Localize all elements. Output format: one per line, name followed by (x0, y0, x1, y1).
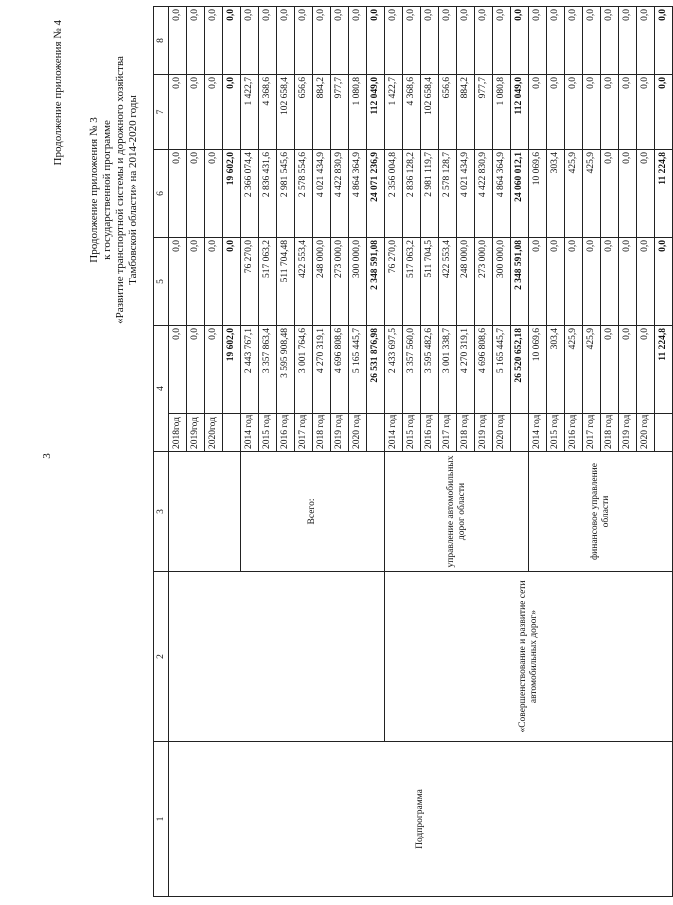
value-cell: 0,0 (187, 150, 205, 238)
value-cell: 2 578 554,6 (295, 150, 313, 238)
value-cell: 0,0 (421, 7, 439, 75)
value-cell: 11 224,8 (655, 326, 673, 414)
year-cell: 2018 год (313, 414, 331, 452)
value-cell: 0,0 (637, 150, 655, 238)
value-cell: 2 981 119,7 (421, 150, 439, 238)
executor-cell: финансовое управление области (529, 452, 673, 572)
value-cell: 19 602,0 (223, 326, 241, 414)
value-cell: 0,0 (187, 75, 205, 150)
year-cell (223, 414, 241, 452)
value-cell: 0,0 (187, 326, 205, 414)
value-cell: 0,0 (511, 7, 529, 75)
value-cell: 3 357 560,0 (403, 326, 421, 414)
value-cell: 0,0 (169, 238, 187, 326)
value-cell: 4 864 364,9 (493, 150, 511, 238)
value-cell: 0,0 (619, 7, 637, 75)
value-cell: 112 049,0 (511, 75, 529, 150)
value-cell: 26 520 652,18 (511, 326, 529, 414)
year-cell: 2015 год (259, 414, 277, 452)
column-header: 3 (154, 452, 169, 572)
value-cell: 1 422,7 (385, 75, 403, 150)
value-cell: 4 270 319,1 (457, 326, 475, 414)
year-cell: 2020 год (349, 414, 367, 452)
value-cell: 76 270,0 (385, 238, 403, 326)
value-cell: 0,0 (493, 7, 511, 75)
value-cell: 0,0 (637, 326, 655, 414)
year-cell: 2016 год (277, 414, 295, 452)
value-cell: 656,6 (295, 75, 313, 150)
value-cell: 112 049,0 (367, 75, 385, 150)
value-cell: 0,0 (565, 75, 583, 150)
value-cell: 0,0 (547, 75, 565, 150)
value-cell: 5 165 445,7 (493, 326, 511, 414)
year-cell: 2016 год (565, 414, 583, 452)
value-cell: 4 422 830,9 (331, 150, 349, 238)
value-cell: 2 578 128,7 (439, 150, 457, 238)
value-cell: 0,0 (169, 150, 187, 238)
value-cell: 425,9 (583, 326, 601, 414)
value-cell: 1 422,7 (241, 75, 259, 150)
value-cell: 0,0 (205, 150, 223, 238)
value-cell: 0,0 (349, 7, 367, 75)
value-cell: 3 001 338,7 (439, 326, 457, 414)
value-cell: 102 658,4 (421, 75, 439, 150)
value-cell: 3 357 863,4 (259, 326, 277, 414)
value-cell: 2 366 074,4 (241, 150, 259, 238)
value-cell: 0,0 (187, 7, 205, 75)
header-line-1: Продолжение приложения № 3 (88, 117, 100, 263)
value-cell: 4 696 808,6 (475, 326, 493, 414)
value-cell: 0,0 (547, 238, 565, 326)
value-cell: 0,0 (547, 7, 565, 75)
funding-table (153, 6, 673, 897)
value-cell: 425,9 (583, 150, 601, 238)
value-cell: 26 531 876,98 (367, 326, 385, 414)
value-cell: 0,0 (619, 75, 637, 150)
value-cell: 0,0 (295, 7, 313, 75)
value-cell: 0,0 (439, 7, 457, 75)
column-number-row (154, 7, 169, 897)
year-cell: 2015 год (547, 414, 565, 452)
annex-title: Продолжение приложения № 4 (52, 20, 64, 166)
value-cell: 425,9 (565, 150, 583, 238)
value-cell: 2 443 767,1 (241, 326, 259, 414)
value-cell: 0,0 (313, 7, 331, 75)
value-cell: 517 063,2 (259, 238, 277, 326)
value-cell: 4 270 319,1 (313, 326, 331, 414)
value-cell: 10 069,6 (529, 150, 547, 238)
value-cell: 0,0 (223, 7, 241, 75)
value-cell: 0,0 (205, 75, 223, 150)
header-line-4: Тамбовской области» на 2014-2020 годы (127, 95, 139, 285)
value-cell: 4 021 434,9 (457, 150, 475, 238)
value-cell: 0,0 (223, 238, 241, 326)
value-cell: 0,0 (277, 7, 295, 75)
value-cell: 0,0 (601, 75, 619, 150)
value-cell: 0,0 (205, 326, 223, 414)
value-cell: 0,0 (367, 7, 385, 75)
value-cell: 0,0 (529, 75, 547, 150)
year-cell: 2018 год (457, 414, 475, 452)
value-cell: 977,7 (331, 75, 349, 150)
value-cell: 0,0 (583, 238, 601, 326)
page-number: 3 (40, 453, 53, 459)
value-cell: 884,2 (313, 75, 331, 150)
value-cell: 0,0 (637, 75, 655, 150)
value-cell: 0,0 (601, 7, 619, 75)
value-cell: 0,0 (403, 7, 421, 75)
year-cell (655, 414, 673, 452)
value-cell: 0,0 (655, 238, 673, 326)
table-body (169, 7, 673, 897)
year-cell: 2020 год (493, 414, 511, 452)
year-cell: 2019 год (475, 414, 493, 452)
value-cell: 4 021 434,9 (313, 150, 331, 238)
value-cell: 0,0 (205, 7, 223, 75)
value-cell: 0,0 (565, 238, 583, 326)
year-cell: 2019 год (331, 414, 349, 452)
value-cell: 0,0 (601, 238, 619, 326)
value-cell: 303,4 (547, 150, 565, 238)
value-cell: 0,0 (619, 326, 637, 414)
subprogram-name-cell: «Совершенствование и развитие сети автомобильных дорог» (385, 572, 673, 742)
value-cell: 3 595 482,6 (421, 326, 439, 414)
year-cell: 2020 год (637, 414, 655, 452)
year-cell: 2015 год (403, 414, 421, 452)
value-cell: 2 356 004,8 (385, 150, 403, 238)
value-cell: 2 836 431,6 (259, 150, 277, 238)
year-cell (511, 414, 529, 452)
value-cell: 425,9 (565, 326, 583, 414)
value-cell: 4 864 364,9 (349, 150, 367, 238)
value-cell: 0,0 (169, 7, 187, 75)
header-line-3: «Развитие транспортной системы и дорожного хозяйства (114, 56, 126, 324)
value-cell: 76 270,0 (241, 238, 259, 326)
value-cell: 0,0 (259, 7, 277, 75)
subprogram-cell: Подпрограмма (169, 742, 673, 897)
value-cell: 102 658,4 (277, 75, 295, 150)
value-cell: 300 000,0 (349, 238, 367, 326)
value-cell: 1 080,8 (349, 75, 367, 150)
program-header (88, 10, 140, 370)
value-cell: 0,0 (169, 326, 187, 414)
value-cell: 0,0 (385, 7, 403, 75)
value-cell: 5 165 445,7 (349, 326, 367, 414)
value-cell: 0,0 (565, 7, 583, 75)
value-cell: 0,0 (655, 75, 673, 150)
value-cell: 422 553,4 (295, 238, 313, 326)
value-cell: 3 595 908,48 (277, 326, 295, 414)
value-cell: 0,0 (205, 238, 223, 326)
value-cell: 4 422 830,9 (475, 150, 493, 238)
year-cell: 2019год (187, 414, 205, 452)
year-cell: 2019 год (619, 414, 637, 452)
value-cell: 10 069,6 (529, 326, 547, 414)
value-cell: 248 000,0 (313, 238, 331, 326)
value-cell: 273 000,0 (475, 238, 493, 326)
value-cell: 422 553,4 (439, 238, 457, 326)
column-header: 6 (154, 150, 169, 238)
value-cell: 0,0 (655, 7, 673, 75)
value-cell: 2 981 545,6 (277, 150, 295, 238)
value-cell: 4 368,6 (403, 75, 421, 150)
blank-cell (169, 452, 241, 572)
header-line-2: к государственной программе (101, 120, 113, 260)
column-header: 2 (154, 572, 169, 742)
value-cell: 0,0 (223, 75, 241, 150)
year-cell: 2017 год (439, 414, 457, 452)
value-cell: 24 071 236,9 (367, 150, 385, 238)
column-header: 4 (154, 326, 169, 452)
value-cell: 0,0 (583, 7, 601, 75)
column-header: 1 (154, 742, 169, 897)
value-cell: 977,7 (475, 75, 493, 150)
value-cell: 4 368,6 (259, 75, 277, 150)
year-cell: 2014 год (385, 414, 403, 452)
year-cell: 2017 год (583, 414, 601, 452)
year-cell: 2020год (205, 414, 223, 452)
value-cell: 0,0 (619, 150, 637, 238)
column-header: 5 (154, 238, 169, 326)
value-cell: 0,0 (529, 238, 547, 326)
column-header: 8 (154, 7, 169, 75)
year-cell (367, 414, 385, 452)
value-cell: 0,0 (187, 238, 205, 326)
value-cell: 2 433 697,5 (385, 326, 403, 414)
value-cell: 511 704,5 (421, 238, 439, 326)
value-cell: 0,0 (529, 7, 547, 75)
value-cell: 303,4 (547, 326, 565, 414)
value-cell: 11 224,8 (655, 150, 673, 238)
value-cell: 0,0 (619, 238, 637, 326)
value-cell: 517 063,2 (403, 238, 421, 326)
year-cell: 2018год (169, 414, 187, 452)
value-cell: 884,2 (457, 75, 475, 150)
value-cell: 0,0 (637, 238, 655, 326)
value-cell: 0,0 (583, 75, 601, 150)
value-cell: 0,0 (457, 7, 475, 75)
value-cell: 0,0 (241, 7, 259, 75)
value-cell: 2 836 128,2 (403, 150, 421, 238)
value-cell: 0,0 (331, 7, 349, 75)
value-cell: 0,0 (601, 326, 619, 414)
value-cell: 3 001 764,6 (295, 326, 313, 414)
value-cell: 511 704,48 (277, 238, 295, 326)
year-cell: 2016 год (421, 414, 439, 452)
year-cell: 2014 год (529, 414, 547, 452)
value-cell: 24 060 012,1 (511, 150, 529, 238)
value-cell: 300 000,0 (493, 238, 511, 326)
blank-cell (169, 572, 385, 742)
value-cell: 2 348 591,08 (511, 238, 529, 326)
executor-cell: управление автомобильных дорог области (385, 452, 529, 572)
value-cell: 2 348 591,08 (367, 238, 385, 326)
value-cell: 19 602,0 (223, 150, 241, 238)
value-cell: 0,0 (475, 7, 493, 75)
total-label-cell: Всего: (241, 452, 385, 572)
value-cell: 248 000,0 (457, 238, 475, 326)
column-header: 7 (154, 75, 169, 150)
value-cell: 273 000,0 (331, 238, 349, 326)
year-cell: 2018 год (601, 414, 619, 452)
value-cell: 656,6 (439, 75, 457, 150)
value-cell: 4 696 808,6 (331, 326, 349, 414)
value-cell: 0,0 (637, 7, 655, 75)
value-cell: 1 080,8 (493, 75, 511, 150)
table-row (169, 7, 187, 897)
year-cell: 2017 год (295, 414, 313, 452)
value-cell: 0,0 (169, 75, 187, 150)
year-cell: 2014 год (241, 414, 259, 452)
value-cell: 0,0 (601, 150, 619, 238)
